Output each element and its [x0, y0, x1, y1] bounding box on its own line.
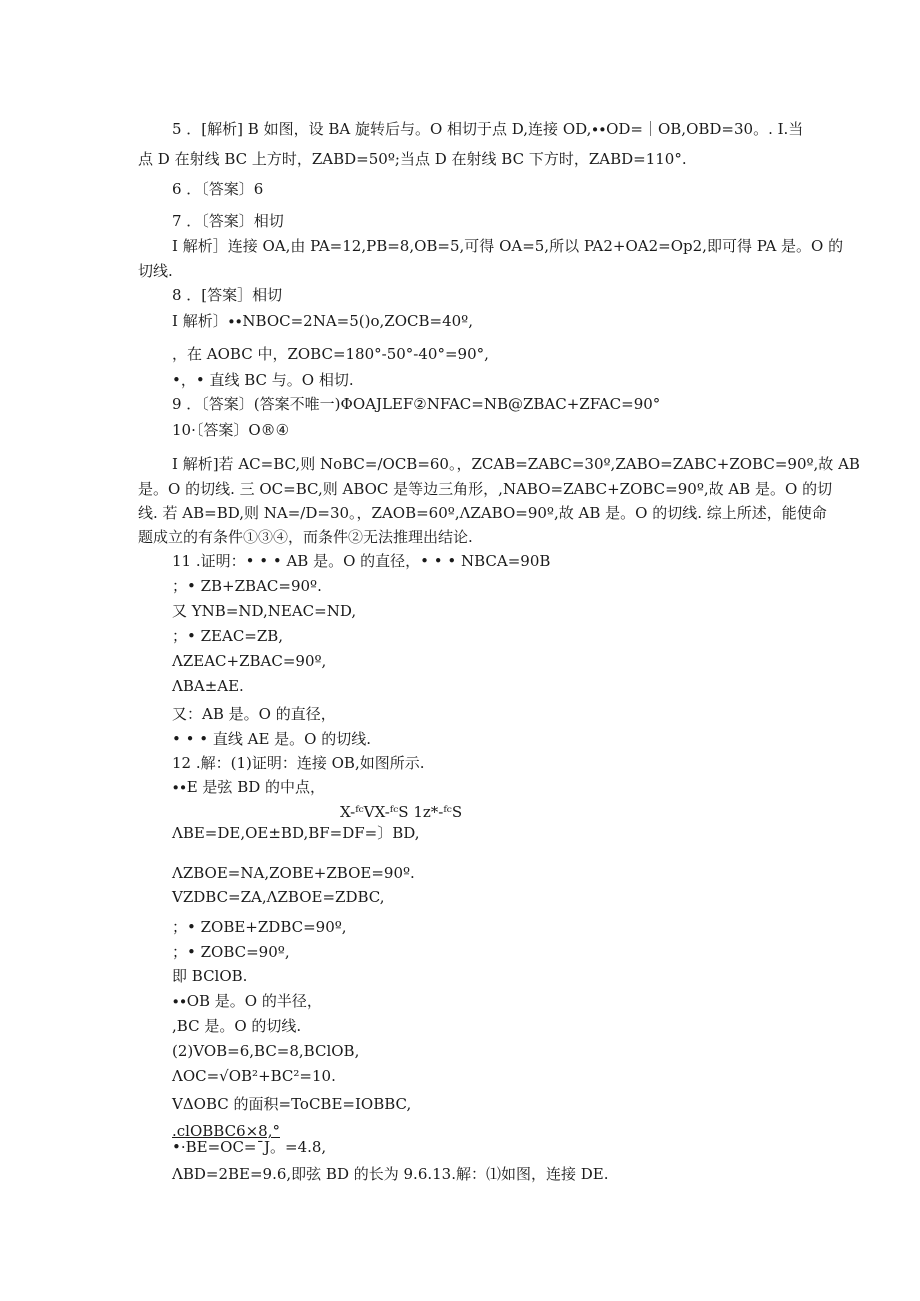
text-line-1: 5 ．[解析] B 如图，设 BA 旋转后与。O 相切于点 D,连接 OD,∙∙OD=｜OB,OBD=30。. I.当	[172, 120, 804, 138]
text-line-26: ∙∙E 是弦 BD 的中点，	[172, 778, 326, 796]
text-line-14: 是。O 的切线. 三 OC=BC,则 ABOC 是等边三角形，,NABO=ZABC+ZOBC=90º,故 AB 是。O 的切	[138, 480, 833, 498]
text-line-17: 11 .证明：• • • AB 是。O 的直径，• • • NBCA=90B	[172, 552, 551, 570]
text-line-33: 即 BClOB.	[172, 967, 248, 985]
text-line-15: 线. 若 AB=BD,则 NA=/D=30。，ZAOB=60º,ΛZABO=90º,故 AB 是。O 的切线. 综上所述，能使命	[138, 504, 827, 522]
text-line-35: ,BC 是。O 的切线.	[172, 1017, 302, 1035]
text-line-10: •，• 直线 BC 与。O 相切.	[172, 371, 354, 389]
text-line-27-garbled-formula: X-ᶠᶜVX-ᶠᶜS 1z*-ᶠᶜS	[340, 803, 463, 821]
text-line-20: ；• ZEAC=ZB,	[172, 627, 284, 645]
text-line-31: ；• ZOBE+ZDBC=90º,	[172, 918, 347, 936]
text-line-21: ΛZEAC+ZBAC=90º,	[172, 652, 327, 670]
text-line-36: (2)VOB=6,BC=8,BClOB,	[172, 1042, 360, 1060]
text-line-38: VΔOBC 的面积=ToCBE=IOBBC,	[172, 1095, 412, 1113]
text-line-39-fraction: .clOBBC6×8,°	[172, 1122, 280, 1140]
text-line-34: ∙∙OB 是。O 的半径，	[172, 992, 322, 1010]
text-line-7: 8 ．[答案］相切	[172, 286, 283, 304]
text-line-29: ΛZBOE=NA,ZOBE+ZBOE=90º.	[172, 864, 415, 882]
text-line-41: ΛBD=2BE=9.6,即弦 BD 的长为 9.6.13.解：⑴如图，连接 DE.	[172, 1165, 609, 1183]
text-line-4: 7 ．〔答案〕相切	[172, 212, 284, 230]
text-line-40: •·BE=OC=ˉJ。=4.8,	[172, 1138, 327, 1156]
text-line-11: 9 ．〔答案〕(答案不唯一)ΦOAJLEF②NFAC=NB@ZBAC+ZFAC=90°	[172, 395, 661, 413]
text-line-25: 12 .解：(1)证明：连接 OB,如图所示.	[172, 754, 425, 772]
text-line-8: I 解析〕∙∙NBOC=2NA=5()o,ZOCB=40º,	[172, 312, 473, 330]
text-line-3: 6 ．〔答案〕6	[172, 180, 264, 198]
text-line-13: I 解析]若 AC=BC,则 NoBC=/OCB=60。，ZCAB=ZABC=30º,ZABO=ZABC+ZOBC=90º,故 AB	[172, 455, 860, 473]
text-line-9: ，在 AOBC 中，ZOBC=180°-50°-40°=90°,	[172, 345, 489, 363]
text-line-30: VZDBC=ZA,ΛZBOE=ZDBC,	[172, 888, 385, 906]
text-line-5: I 解析］连接 OA,由 PA=12,PB=8,OB=5,可得 OA=5,所以 PA2+OA2=Op2,即可得 PA 是。O 的	[172, 237, 844, 255]
text-line-19: 又 YNB=ND,NEAC=ND,	[172, 602, 357, 620]
text-line-37: ΛOC=√OB²+BC²=10.	[172, 1067, 336, 1085]
text-line-18: ；• ZB+ZBAC=90º.	[172, 577, 322, 595]
text-line-28: ΛBE=DE,OE±BD,BF=DF=〕BD,	[172, 824, 420, 842]
text-line-2: 点 D 在射线 BC 上方时，ZABD=50º;当点 D 在射线 BC 下方时，ZABD=110°.	[138, 150, 687, 168]
text-line-24: • • • 直线 AE 是。O 的切线.	[172, 730, 371, 748]
text-line-12: 10·〔答案〕O®④	[172, 421, 290, 439]
text-line-22: ΛBA±AE.	[172, 677, 244, 695]
text-line-6: 切线.	[138, 262, 173, 280]
text-line-32: ；• ZOBC=90º,	[172, 943, 290, 961]
text-line-16: 题成立的有条件①③④，而条件②无法推理出结论.	[138, 528, 473, 546]
text-line-23: 又：AB 是。O 的直径，	[172, 705, 336, 723]
